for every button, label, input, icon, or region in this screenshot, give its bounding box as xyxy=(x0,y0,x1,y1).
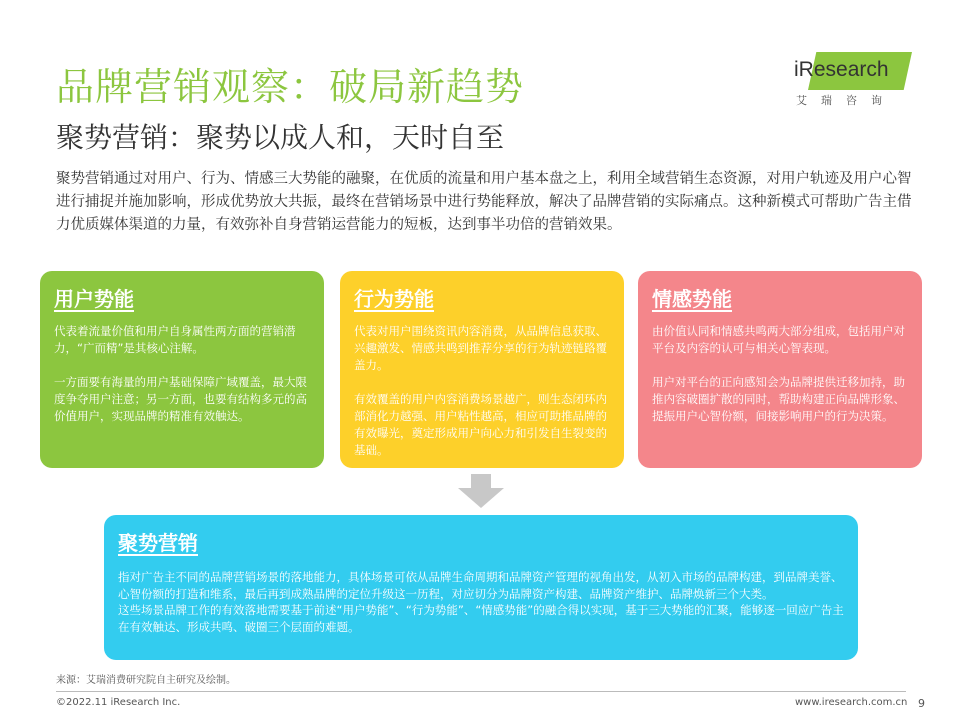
logo-name: iResearch xyxy=(794,58,889,81)
logo-subtitle: 艾瑞咨询 xyxy=(796,94,896,107)
page-subtitle: 聚势营销：聚势以成人和，天时自至 xyxy=(56,121,505,154)
card-title: 情感势能 xyxy=(652,287,732,311)
card-title: 聚势营销 xyxy=(118,531,198,555)
page-title: 品牌营销观察：破局新趋势 xyxy=(56,65,525,109)
card-body xyxy=(652,323,912,425)
card-title: 用户势能 xyxy=(54,287,134,311)
card-user-momentum xyxy=(40,271,324,468)
copyright: ©2022.11 iResearch Inc. xyxy=(56,697,181,708)
card-paragraph: 由价值认同和情感共鸣两大部分组成，包括用户对平台及内容的认可与相关心智表现。 xyxy=(652,324,905,355)
down-arrow-icon xyxy=(458,474,504,510)
card-paragraph: 代表着流量价值和用户自身属性两方面的营销潜力，“广而精”是其核心注解。 xyxy=(54,324,296,355)
page-number: 9 xyxy=(918,697,925,710)
footer-divider xyxy=(56,691,906,692)
website-url: www.iresearch.com.cn xyxy=(795,697,908,708)
iresearch-logo xyxy=(790,52,920,108)
source-note: 来源：艾瑞消费研究院自主研究及绘制。 xyxy=(56,675,236,686)
card-body xyxy=(354,323,614,459)
card-behavior-momentum xyxy=(340,271,624,468)
card-paragraph: 这些场景品牌工作的有效落地需要基于前述“用户势能”、“行为势能”、“情感势能”的融合得以实现，基于三大势能的汇聚，能够逐一回应广告主在有效触达、形成共鸣、破圈三个层面的难题。 xyxy=(118,603,844,634)
card-title: 行为势能 xyxy=(354,287,434,311)
card-paragraph: 指对广告主不同的品牌营销场景的落地能力，具体场景可依从品牌生命周期和品牌资产管理的视角出发，从初入市场的品牌构建，到品牌美誉、心智份额的打造和维系，最后再到成熟品牌的定位升级这一历程，对应切分为品牌资产构建、品牌资产维护、品牌焕新三个大类。 xyxy=(118,570,843,601)
card-body xyxy=(54,323,314,425)
card-paragraph: 代表对用户围绕资讯内容消费，从品牌信息获取、兴趣激发、情感共鸣到推荐分享的行为轨迹链路覆盖力。 xyxy=(354,324,607,372)
intro-paragraph: 聚势营销通过对用户、行为、情感三大势能的融聚，在优质的流量和用户基本盘之上，利用全域营销生态资源，对用户轨迹及用户心智进行捕捉并施加影响，形成优势放大共振，最终在营销场景中进行势能释放，解决了品牌营销的实际痛点。这种新模式可帮助广告主借力优质媒体渠道的力量，有效弥补自身营销运营能力的短板，达到事半功倍的营销效果。 xyxy=(56,171,912,233)
card-paragraph: 有效覆盖的用户内容消费场景越广，则生态闭环内部消化力越强、用户粘性越高，相应可助推品牌的有效曝光，奠定形成用户向心力和引发自生裂变的基础。 xyxy=(354,392,607,457)
card-paragraph: 一方面要有海量的用户基础保障广域覆盖，最大限度争夺用户注意；另一方面，也要有结构多元的高价值用户，实现品牌的精准有效触达。 xyxy=(54,375,307,423)
card-body xyxy=(118,569,848,635)
card-emotion-momentum xyxy=(638,271,922,468)
card-paragraph: 用户对平台的正向感知会为品牌提供迁移加持，助推内容破圈扩散的同时，帮助构建正向品牌形象、提振用户心智份额，间接影响用户的行为决策。 xyxy=(652,375,905,423)
card-summary xyxy=(104,515,858,660)
